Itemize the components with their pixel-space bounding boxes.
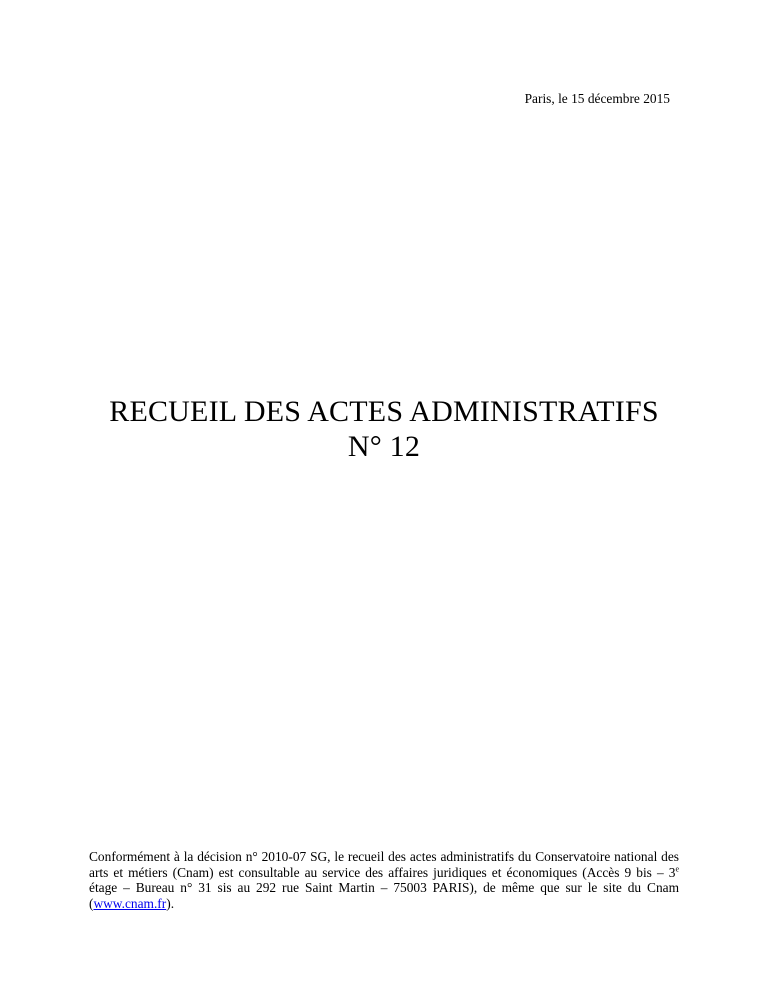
notice-superscript: e [675,864,679,874]
consultation-notice [89,849,679,911]
title-line-1: RECUEIL DES ACTES ADMINISTRATIFS [109,395,659,428]
notice-text-3: ). [166,895,175,911]
document-title [0,394,768,464]
date-line: Paris, le 15 décembre 2015 [524,91,670,106]
title-line-2: N° 12 [347,430,421,463]
cnam-website-link[interactable]: www.cnam.fr [93,895,167,911]
notice-text-2: étage – Bureau n° 31 sis au 292 rue Saint Martin – 75003 PARIS), de même que sur le site du Cnam ( [89,880,679,911]
notice-text-1: Conformément à la décision n° 2010-07 SG, le recueil des actes administratifs du Conservatoire national des arts et métiers (Cnam) est consultable au service des affaires juridiques et économiques (Accès 9 bis – 3 [89,849,679,880]
